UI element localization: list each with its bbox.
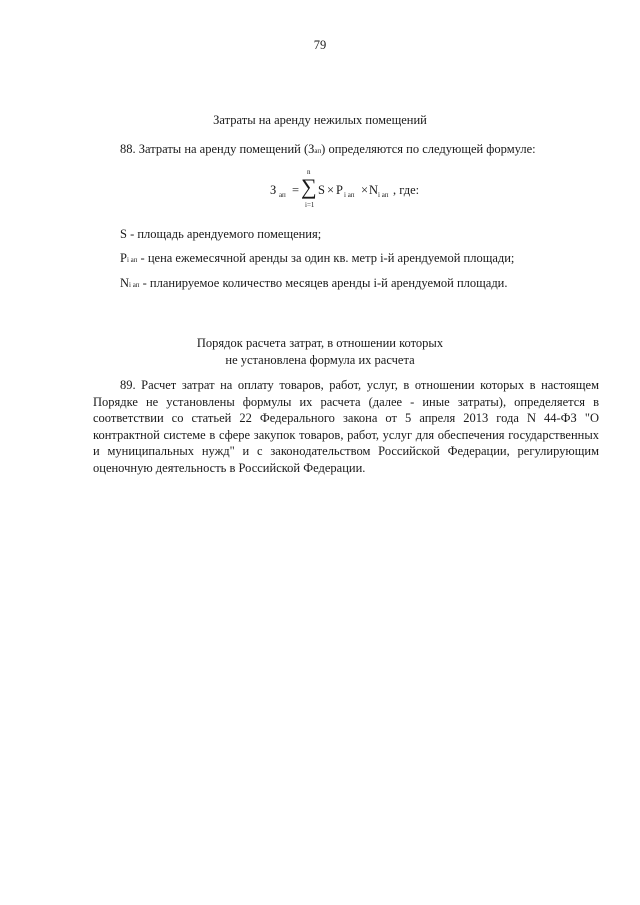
- formula-sum-upper: n: [307, 168, 311, 176]
- definition-text: - площадь арендуемого помещения;: [126, 227, 322, 241]
- rent-cost-formula: [270, 168, 430, 218]
- definition-symbol: N: [120, 276, 130, 290]
- formula-tail: , где:: [393, 183, 420, 197]
- formula-lhs-sub: ап: [279, 191, 286, 199]
- paragraph-88-intro: [120, 141, 536, 160]
- definition-text: - цена ежемесячной аренды за один кв. метр i-й арендуемой площади;: [137, 251, 515, 265]
- formula-term-p-sub: i ап: [344, 191, 355, 199]
- formula-term-n: N: [369, 183, 379, 197]
- section-title-other-costs: [0, 335, 640, 369]
- definition-s: [120, 226, 321, 243]
- definition-subscript: i ап: [126, 256, 138, 264]
- definition-symbol: S: [120, 227, 127, 241]
- formula-term-s: S: [318, 183, 325, 197]
- definition-n: [120, 275, 508, 294]
- intro-subscript: ап: [314, 147, 322, 155]
- definition-subscript: i ап: [129, 281, 140, 289]
- page-number: 79: [313, 38, 327, 52]
- definition-symbol: P: [120, 251, 127, 265]
- formula-equals: =: [292, 183, 300, 197]
- intro-suffix: ) определяются по следующей формуле:: [321, 142, 536, 156]
- intro-prefix: 88. Затраты на аренду помещений (З: [120, 142, 315, 156]
- definition-text: - планируемое количество месяцев аренды i-й арендуемой площади.: [139, 276, 508, 290]
- formula-lhs: З: [270, 183, 277, 197]
- formula-sum-lower: i=1: [305, 201, 315, 209]
- definition-p: [120, 250, 514, 269]
- formula-sum-sign: ∑: [301, 174, 317, 199]
- formula-term-p: P: [336, 183, 343, 197]
- formula-times-1: ×: [327, 183, 335, 197]
- formula-term-n-sub: i ап: [378, 191, 389, 199]
- paragraph-89: 89. Расчет затрат на оплату товаров, работ, услуг, в отношении которых в настоящем Порядке не установлены формулы их расчета (далее - иные затраты), определяется в соответствии со статьей 22 Федерального закона от 5 апреля 2013 года N 44-ФЗ "О контрактной системе в сфере закупок товаров, работ, услуг для обеспечения государственных и муниципальных нужд" и с законодательством Российской Федерации, регулирующим оценочную деятельность в Российской Федерации.: [93, 378, 599, 475]
- section-title-line-2: не установлена формула их расчета: [225, 353, 415, 367]
- formula-times-2: ×: [361, 183, 369, 197]
- section-title-rent: Затраты на аренду нежилых помещений: [213, 113, 427, 127]
- section-title-line-1: Порядок расчета затрат, в отношении которых: [196, 336, 444, 350]
